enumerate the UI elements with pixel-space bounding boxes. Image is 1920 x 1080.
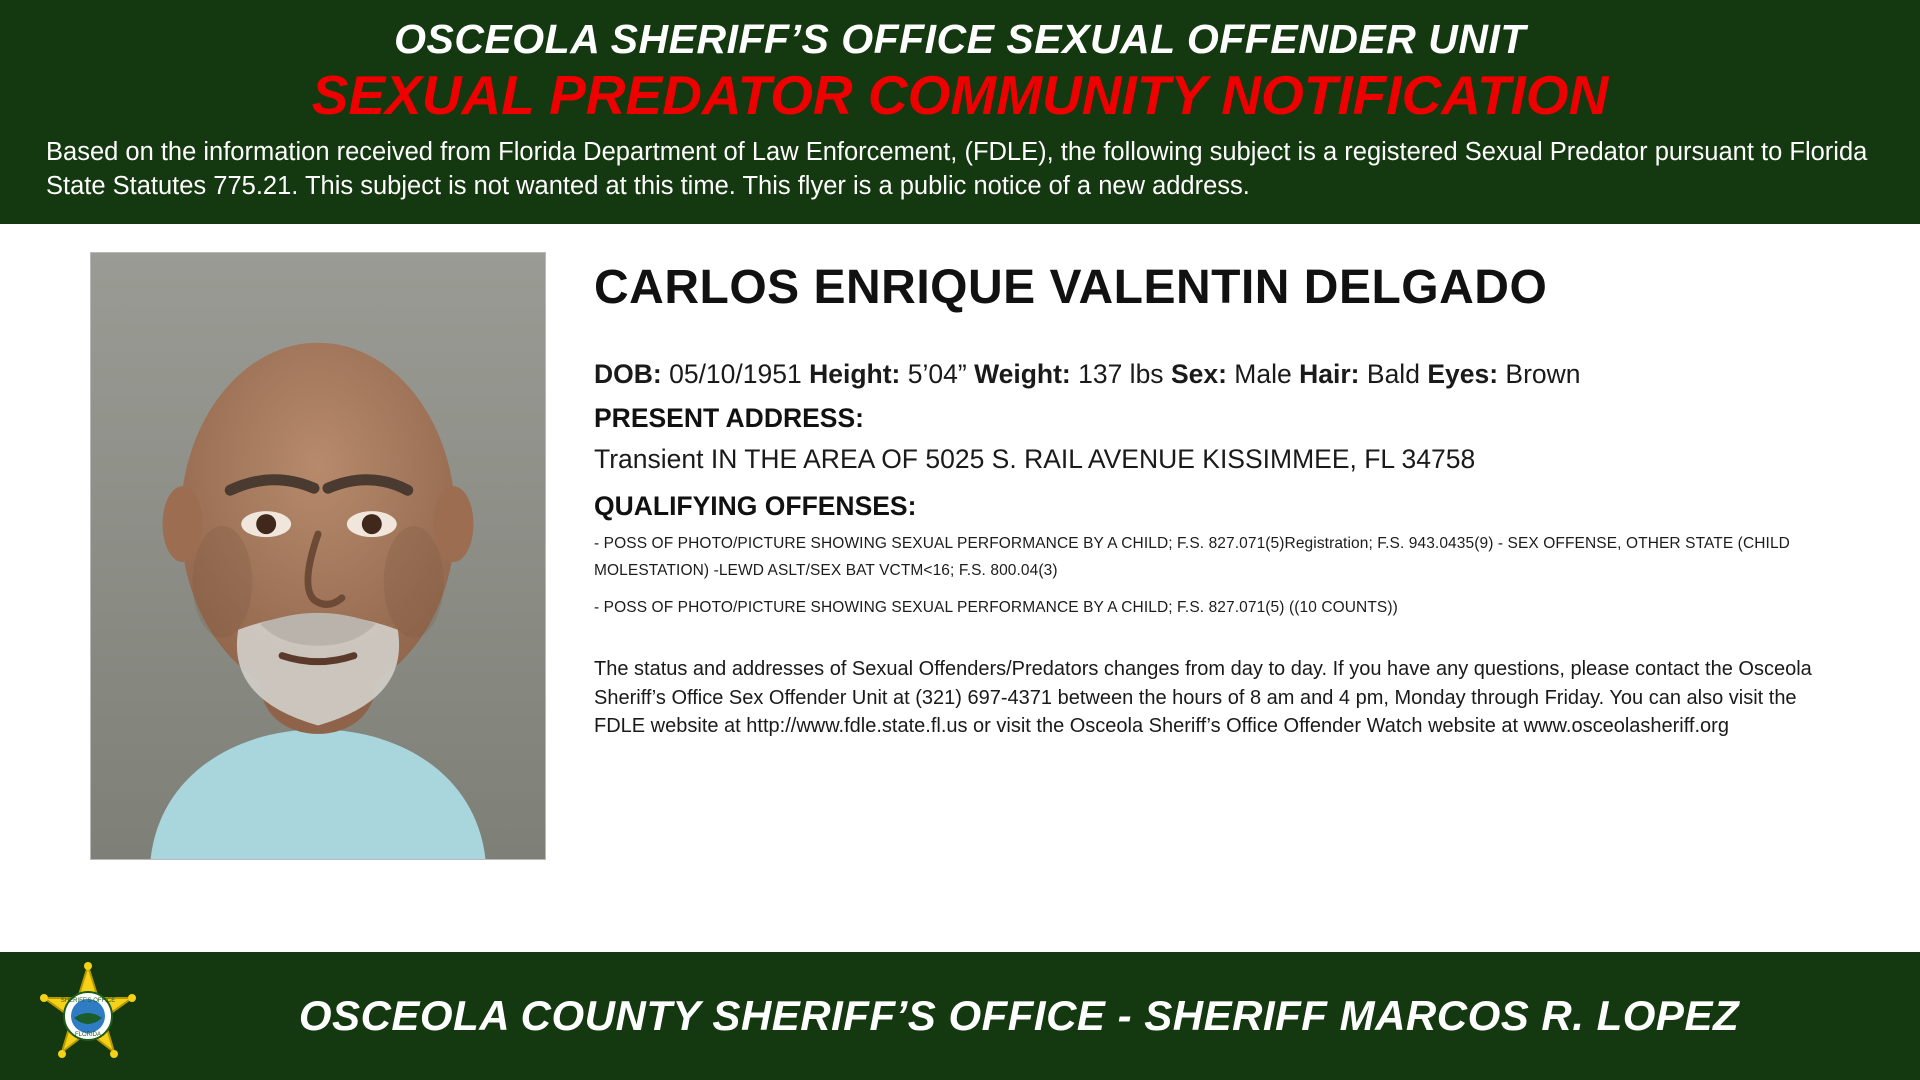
qualifying-offenses-label: QUALIFYING OFFENSES: [594,490,917,521]
weight-value: 137 lbs [1078,358,1164,389]
weight-label: Weight: [974,358,1071,389]
height-value: 5’04” [907,358,967,389]
sex-label: Sex: [1170,358,1227,389]
present-address-value: Transient IN THE AREA OF 5025 S. RAIL AVENUE KISSIMMEE, FL 34758 [594,444,1476,475]
flyer-body [0,224,1920,952]
contact-disclaimer: The status and addresses of Sexual Offenders/Predators changes from day to day. If you have any questions, please contact the Osceola Sheriff’s Office Sex Offender Unit at (321) 697-4371 between the hours of 8 am and 4 pm, Monday through Friday. You can also visit the FDLE website at http://www.fdle.state.fl.us or visit the Osceola Sheriff’s Office Offender Watch website at www.osceolasheriff.org [594,658,1812,737]
offense-item: - POSS OF PHOTO/PICTURE SHOWING SEXUAL PERFORMANCE BY A CHILD; F.S. 827.071(5) ((10 COUNTS)) [594,599,1398,617]
flyer-header [0,0,1920,224]
svg-text:FLORIDA: FLORIDA [74,1032,102,1038]
header-description: Based on the information received from Florida Department of Law Enforcement, (FDLE), the following subject is a registered Sexual Predator pursuant to Florida State Statutes 775.21. This subject is not wanted at this time. This flyer is a public notice of a new address. [46,137,1868,201]
footer-title: OSCEOLA COUNTY SHERIFF’S OFFICE - SHERIFF MARCOS R. LOPEZ [298,992,1740,1039]
offense-item: - POSS OF PHOTO/PICTURE SHOWING SEXUAL PERFORMANCE BY A CHILD; F.S. 827.071(5)Registration; F.S. 943.0435(9) - SEX OFFENSE, OTHER STATE (CHILD MOLESTATION) -LEWD ASLT/SEX BAT VCTM<16; F.S. 800.04(3) [594,534,1790,579]
svg-text:SHERIFF'S OFFICE: SHERIFF'S OFFICE [60,998,116,1004]
subject-photo [90,252,546,860]
header-title: OSCEOLA SHERIFF’S OFFICE SEXUAL OFFENDER UNIT [394,16,1526,62]
dob-value: 05/10/1951 [669,358,802,389]
hair-label: Hair: [1299,358,1360,389]
eyes-value: Brown [1505,358,1581,389]
height-label: Height: [809,358,901,389]
sheriff-star-illustration [34,962,142,1070]
sheriff-star-icon [34,962,142,1070]
subject-photo-illustration [91,253,545,859]
flyer-footer [0,952,1920,1080]
hair-value: Bald [1366,358,1420,389]
info-column [594,242,1886,952]
photo-column [90,242,546,952]
header-subtitle: SEXUAL PREDATOR COMMUNITY NOTIFICATION [311,64,1609,127]
present-address-label: PRESENT ADDRESS: [594,403,864,434]
sex-value: Male [1234,358,1292,389]
dob-label: DOB: [594,358,662,389]
subject-name: CARLOS ENRIQUE VALENTIN DELGADO [594,261,1548,315]
subject-vitals [594,357,1876,391]
eyes-label: Eyes: [1427,358,1499,389]
